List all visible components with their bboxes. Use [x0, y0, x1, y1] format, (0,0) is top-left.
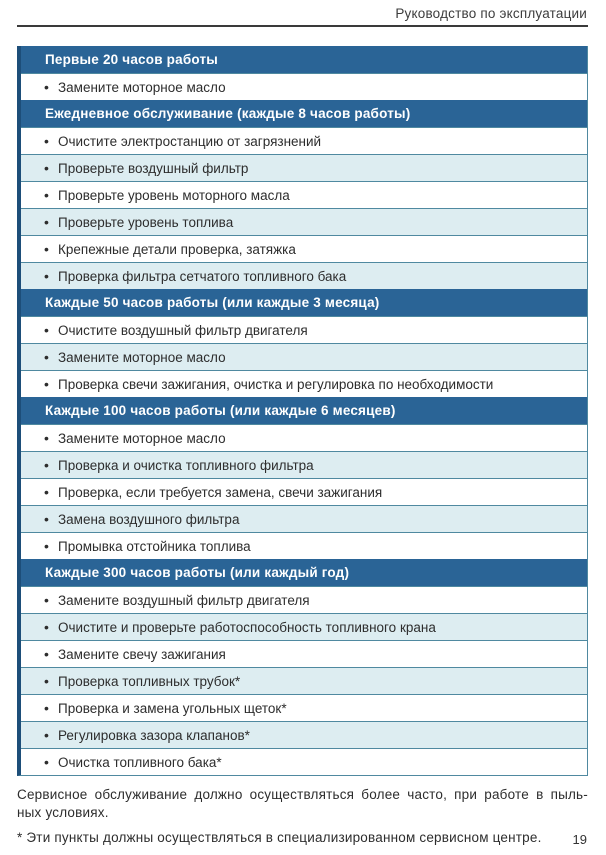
bullet-icon: •: [44, 727, 49, 743]
task-row: [21, 208, 587, 235]
task-label: Очистка топливного бака*: [58, 755, 222, 770]
task-label: Проверка свечи зажигания, очистка и регулировка по необходимости: [58, 377, 494, 392]
bullet-icon: •: [44, 619, 49, 635]
task-row: [21, 451, 587, 478]
section-header: Каждые 100 часов работы (или каждые 6 месяцев): [21, 397, 587, 424]
bullet-icon: •: [44, 700, 49, 716]
task-row: [21, 235, 587, 262]
bullet-icon: •: [44, 484, 49, 500]
bullet-icon: •: [44, 754, 49, 770]
task-row: [21, 370, 587, 397]
task-label: Проверьте уровень топлива: [58, 215, 234, 230]
task-label: Проверка топливных трубок*: [58, 674, 241, 689]
task-row: [21, 181, 587, 208]
task-row: [21, 262, 587, 289]
bullet-icon: •: [44, 133, 49, 149]
section-header: Ежедневное обслуживание (каждые 8 часов работы): [21, 100, 587, 127]
service-note-line2: ных условиях.: [17, 805, 109, 820]
bullet-icon: •: [44, 160, 49, 176]
bullet-icon: •: [44, 322, 49, 338]
bullet-icon: •: [44, 592, 49, 608]
task-label: Замените моторное масло: [58, 350, 226, 365]
task-row: [21, 640, 587, 667]
asterisk-note: * Эти пункты должны осуществляться в специализированном сервисном центре.: [17, 830, 542, 845]
service-note-line1: Сервисное обслуживание должно осуществляться более часто, при работе в пыль-: [17, 787, 588, 802]
task-label: Проверка фильтра сетчатого топливного бака: [58, 269, 347, 284]
task-label: Проверьте уровень моторного масла: [58, 188, 290, 203]
section-header: Каждые 300 часов работы (или каждый год): [21, 559, 587, 586]
task-label: Замените свечу зажигания: [58, 647, 226, 662]
task-label: Очистите и проверьте работоспособность топливного крана: [58, 620, 436, 635]
task-row: [21, 748, 587, 775]
task-row: [21, 694, 587, 721]
bullet-icon: •: [44, 376, 49, 392]
page-number: 19: [572, 832, 587, 847]
bullet-icon: •: [44, 511, 49, 527]
task-label: Крепежные детали проверка, затяжка: [58, 242, 296, 257]
task-row: [21, 127, 587, 154]
task-row: [21, 73, 587, 100]
task-label: Замена воздушного фильтра: [58, 512, 240, 527]
task-row: [21, 532, 587, 559]
task-label: Замените воздушный фильтр двигателя: [58, 593, 310, 608]
task-row: [21, 424, 587, 451]
task-label: Очистите воздушный фильтр двигателя: [58, 323, 308, 338]
task-label: Проверка, если требуется замена, свечи зажигания: [58, 485, 383, 500]
section-header: Каждые 50 часов работы (или каждые 3 месяца): [21, 289, 587, 316]
bullet-icon: •: [44, 457, 49, 473]
bullet-icon: •: [44, 214, 49, 230]
header-rule: [17, 25, 588, 27]
task-label: Замените моторное масло: [58, 431, 226, 446]
task-row: [21, 586, 587, 613]
task-row: [21, 154, 587, 181]
section-header: Первые 20 часов работы: [21, 46, 587, 73]
task-label: Регулировка зазора клапанов*: [58, 728, 250, 743]
bullet-icon: •: [44, 673, 49, 689]
task-label: Проверьте воздушный фильтр: [58, 161, 249, 176]
bullet-icon: •: [44, 79, 49, 95]
task-row: [21, 478, 587, 505]
bullet-icon: •: [44, 268, 49, 284]
task-label: Проверка и очистка топливного фильтра: [58, 458, 314, 473]
task-row: [21, 316, 587, 343]
task-row: [21, 721, 587, 748]
task-row: [21, 505, 587, 532]
task-label: Проверка и замена угольных щеток*: [58, 701, 287, 716]
task-label: Очистите электростанцию от загрязнений: [58, 134, 322, 149]
page-header-title: Руководство по эксплуатации: [395, 6, 587, 21]
bullet-icon: •: [44, 349, 49, 365]
task-label: Замените моторное масло: [58, 80, 226, 95]
task-label: Промывка отстойника топлива: [58, 539, 251, 554]
task-row: [21, 343, 587, 370]
bullet-icon: •: [44, 538, 49, 554]
maintenance-schedule-table: [17, 46, 588, 776]
task-row: [21, 613, 587, 640]
bullet-icon: •: [44, 430, 49, 446]
bullet-icon: •: [44, 187, 49, 203]
task-row: [21, 667, 587, 694]
bullet-icon: •: [44, 241, 49, 257]
bullet-icon: •: [44, 646, 49, 662]
